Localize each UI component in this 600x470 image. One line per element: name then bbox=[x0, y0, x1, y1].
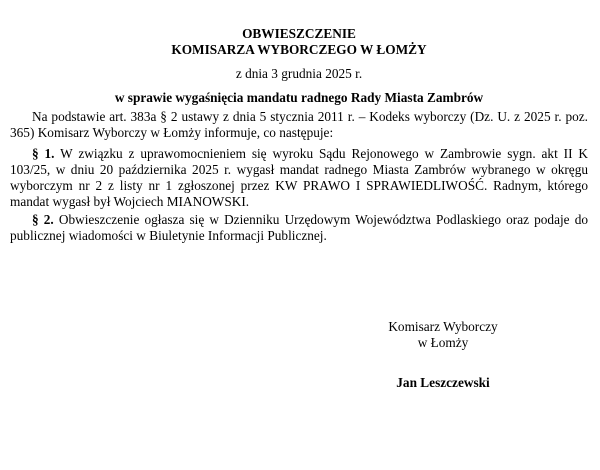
section-2-text: Obwieszczenie ogłasza się w Dzienniku Urzędowym Województwa Podlaskiego oraz podaje do publicznej wiadomości w Biuletynie Informacji Publicznej. bbox=[10, 212, 588, 243]
section-1-label: § 1. bbox=[32, 146, 55, 161]
document-title-line2: KOMISARZA WYBORCZEGO W ŁOMŻY bbox=[171, 42, 427, 57]
document-subject: w sprawie wygaśnięcia mandatu radnego Rady Miasta Zambrów bbox=[114, 90, 484, 105]
section-2-label: § 2. bbox=[32, 212, 54, 227]
signature-place: w Łomży bbox=[417, 335, 469, 350]
intro-paragraph: Na podstawie art. 383a § 2 ustawy z dnia 5 stycznia 2011 r. – Kodeks wyborczy (Dz. U. z 2025 r. poz. 365) Komisarz Wyborczy w Łomży informuje, co następuje: bbox=[10, 109, 588, 140]
signature-name: Jan Leszczewski bbox=[396, 375, 490, 390]
document-date: z dnia 3 grudnia 2025 r. bbox=[235, 66, 363, 81]
section-1-paragraph bbox=[10, 146, 588, 210]
signature-role: Komisarz Wyborczy bbox=[388, 319, 498, 334]
document-title-line1: OBWIESZCZENIE bbox=[242, 26, 356, 41]
section-1-text: W związku z uprawomocnieniem się wyroku Sądu Rejonowego w Zambrowie sygn. akt II K 103/25, w dniu 20 października 2025 r. wygasł mandat radnego Miasta Zambrów wybranego w okręgu wyborczym nr 2 z listy nr 1 zgłoszonej przez KW PRAWO I SPRAWIEDLIWOŚĆ. Radnym, którego mandat wygasł był Wojciech MIANOWSKI. bbox=[10, 146, 588, 209]
section-2-paragraph bbox=[10, 212, 588, 244]
document-page bbox=[10, 0, 588, 470]
